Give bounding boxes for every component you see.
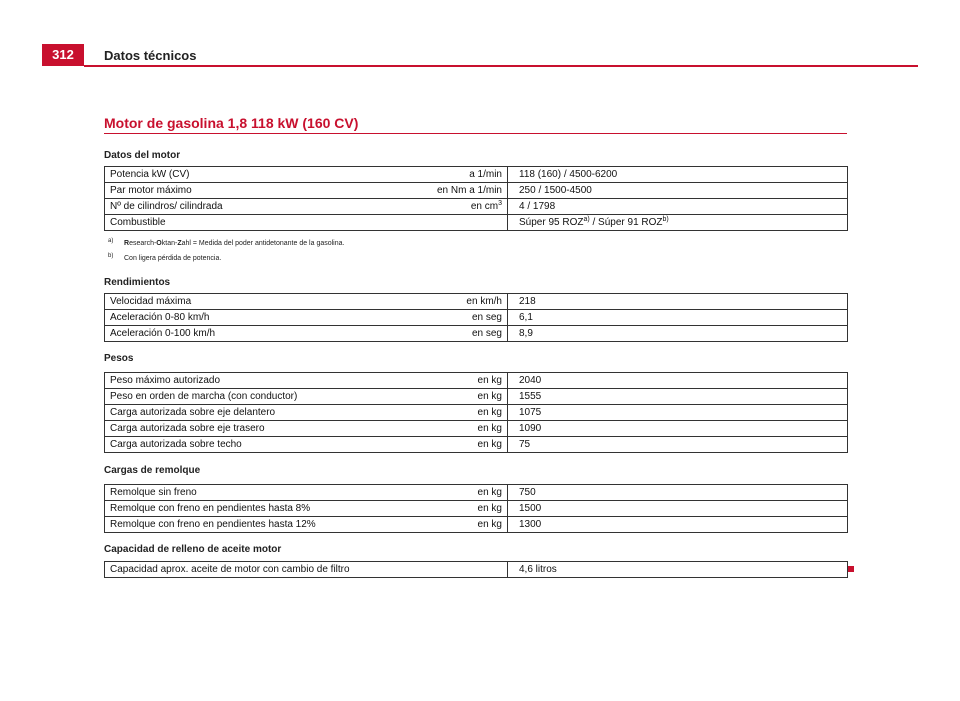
page-number: 312 [42, 44, 84, 66]
row-unit: en seg [382, 326, 508, 342]
row-unit: en kg [382, 421, 508, 437]
row-value: 4 / 1798 [508, 199, 848, 215]
section-rule [104, 133, 847, 134]
row-value: 1500 [508, 501, 848, 517]
footnote-ref-a: a) [583, 216, 590, 223]
table-row [105, 373, 848, 389]
row-label: Aceleración 0-100 km/h [105, 326, 383, 342]
row-unit: a 1/min [382, 167, 508, 183]
row-label: Capacidad aprox. aceite de motor con cambio de filtro [105, 562, 383, 578]
row-label: Remolque sin freno [105, 485, 383, 501]
section-title: Motor de gasolina 1,8 118 kW (160 CV) [104, 115, 359, 131]
row-value: 1090 [508, 421, 848, 437]
trailer-table [104, 484, 848, 533]
row-value: 2040 [508, 373, 848, 389]
end-of-section-marker [848, 566, 854, 572]
oil-table [104, 561, 848, 578]
footnote-text: ahl = Medida del poder antidetonante de la gasolina. [181, 240, 345, 247]
fuel-value-b: / Súper 91 ROZ [589, 217, 663, 228]
row-unit: en seg [382, 310, 508, 326]
table-row [105, 405, 848, 421]
row-label: Nº de cilindros/ cilindrada [105, 199, 383, 215]
weights-table [104, 372, 848, 453]
row-label: Peso máximo autorizado [105, 373, 383, 389]
performance-table [104, 293, 848, 342]
table-row [105, 183, 848, 199]
table-row [105, 294, 848, 310]
table-row [105, 199, 848, 215]
row-unit: en kg [382, 501, 508, 517]
table-row [105, 421, 848, 437]
row-unit: en kg [382, 389, 508, 405]
table-row [105, 485, 848, 501]
row-unit: en kg [382, 405, 508, 421]
row-unit: en kg [382, 517, 508, 533]
table-row [105, 326, 848, 342]
row-label: Aceleración 0-80 km/h [105, 310, 383, 326]
header-rule [84, 65, 918, 67]
row-value: 1300 [508, 517, 848, 533]
performance-heading: Rendimientos [104, 277, 171, 288]
footnote-marker: b) [108, 253, 114, 259]
table-row [105, 167, 848, 183]
row-unit: en Nm a 1/min [382, 183, 508, 199]
row-value: 750 [508, 485, 848, 501]
footnote-text: ktan- [161, 240, 178, 247]
row-unit-cell [382, 199, 508, 215]
table-row [105, 215, 848, 231]
row-label: Carga autorizada sobre eje trasero [105, 421, 383, 437]
engine-heading: Datos del motor [104, 150, 181, 161]
row-value: 4,6 litros [508, 562, 848, 578]
row-value: 250 / 1500-4500 [508, 183, 848, 199]
row-unit [382, 215, 508, 231]
footnote-text: esearch- [129, 240, 157, 247]
row-unit: en kg [382, 485, 508, 501]
weights-heading: Pesos [104, 353, 134, 364]
row-value: 218 [508, 294, 848, 310]
row-unit: en kg [382, 437, 508, 453]
table-row [105, 562, 848, 578]
oil-heading: Capacidad de relleno de aceite motor [104, 544, 282, 555]
table-row [105, 437, 848, 453]
row-value: 8,9 [508, 326, 848, 342]
row-label: Peso en orden de marcha (con conductor) [105, 389, 383, 405]
table-row [105, 501, 848, 517]
row-label: Combustible [105, 215, 383, 231]
footnote-bold: R [124, 240, 130, 247]
row-label: Remolque con freno en pendientes hasta 8% [105, 501, 383, 517]
row-unit: en km/h [382, 294, 508, 310]
row-label: Potencia kW (CV) [105, 167, 383, 183]
row-unit: en kg [382, 373, 508, 389]
row-value: 1555 [508, 389, 848, 405]
row-unit [382, 562, 508, 578]
unit-superscript: 3 [498, 200, 502, 207]
footnote-text: Con ligera pérdida de potencia. [124, 255, 222, 262]
table-row [105, 517, 848, 533]
row-label: Remolque con freno en pendientes hasta 12% [105, 517, 383, 533]
row-value: 75 [508, 437, 848, 453]
footnote-bold: Z [177, 240, 182, 247]
row-value: 6,1 [508, 310, 848, 326]
footnote-ref-b: b) [662, 216, 669, 223]
row-label: Carga autorizada sobre techo [105, 437, 383, 453]
engine-table [104, 166, 848, 231]
footnote-bold: O [156, 240, 162, 247]
header-title: Datos técnicos [104, 48, 197, 63]
table-row [105, 389, 848, 405]
row-value-cell [508, 215, 848, 231]
row-label: Par motor máximo [105, 183, 383, 199]
table-row [105, 310, 848, 326]
row-label: Carga autorizada sobre eje delantero [105, 405, 383, 421]
row-value: 1075 [508, 405, 848, 421]
row-unit: en cm [470, 201, 499, 212]
row-label: Velocidad máxima [105, 294, 383, 310]
row-value: 118 (160) / 4500-6200 [508, 167, 848, 183]
footnote-marker: a) [108, 238, 114, 244]
footnote-b [108, 253, 221, 262]
trailer-heading: Cargas de remolque [104, 465, 201, 476]
footnote-a [108, 238, 344, 247]
fuel-value-a: Súper 95 ROZ [519, 217, 584, 228]
